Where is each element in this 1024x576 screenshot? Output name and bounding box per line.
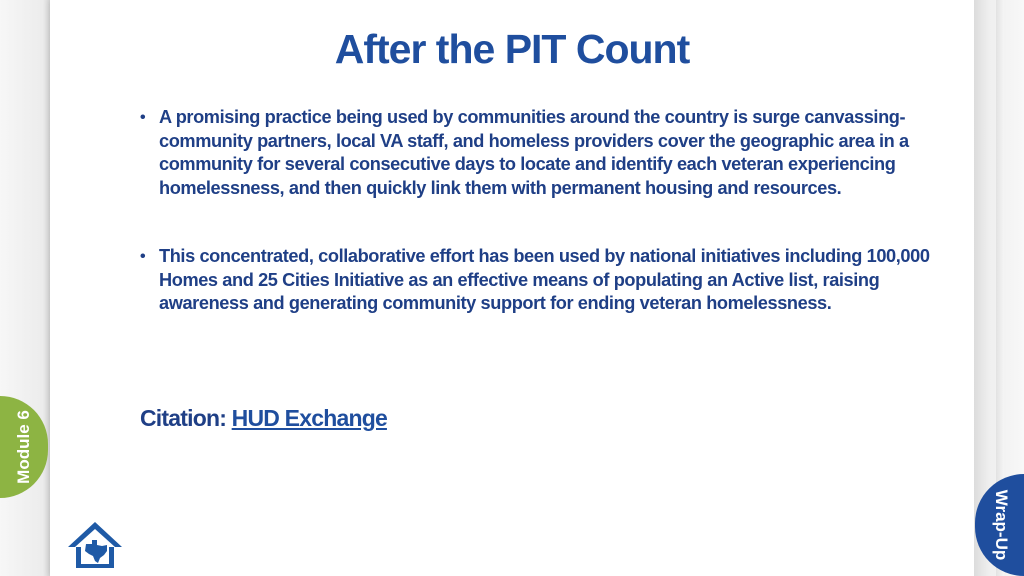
bullet-text: This concentrated, collaborative effort has been used by national initiatives including 100,000 Homes and 25 Cities Initiative as an effective means of populating an Active list, raising awareness and generating community support for ending veteran homelessness. [159,246,930,313]
bullet-item [140,245,940,316]
slide-title: After the PIT Count [334,26,690,72]
bullet-marker: • [140,109,146,126]
bullet-item [140,106,940,200]
module-tab-label: Module 6 [14,410,33,484]
wrap-up-tab-label: Wrap-Up [992,489,1011,561]
home-texas-icon-graphic [66,520,124,570]
citation-link[interactable]: HUD Exchange [231,405,387,431]
bullet-marker: • [140,248,146,265]
citation [140,405,387,432]
bullet-list [140,106,940,316]
bullet-text: A promising practice being used by communities around the country is surge canvassing- community partners, local VA staff, and homeless providers cover the geographic area in a community for several consecutive days to locate and identify each veteran experiencing homelessness, and then quickly link them with permanent housing and resources. [159,107,909,198]
home-texas-icon[interactable] [66,520,124,570]
citation-label: Citation: [140,405,227,431]
